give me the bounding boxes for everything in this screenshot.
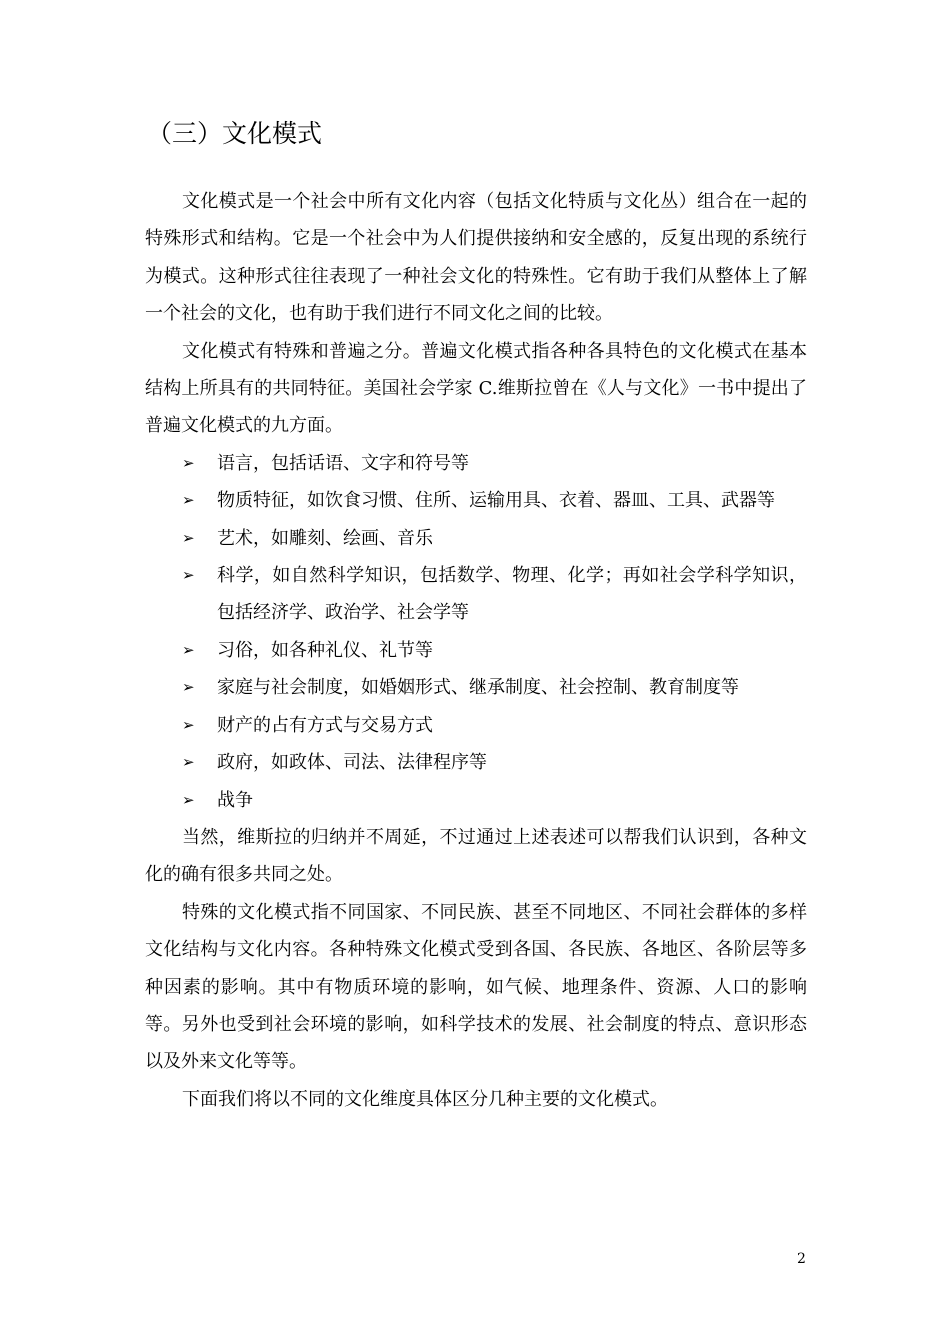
- list-item-text: 财产的占有方式与交易方式: [217, 714, 433, 736]
- list-item-text: 语言，包括话语、文字和符号等: [217, 452, 469, 474]
- paragraph-transition: 下面我们将以不同的文化维度具体区分几种主要的文化模式。: [182, 1088, 668, 1110]
- list-item: [145, 482, 807, 519]
- list-item: [145, 632, 807, 669]
- list-item: [145, 669, 807, 706]
- list-item-text: 战争: [217, 789, 253, 811]
- list-item: [145, 445, 807, 482]
- arrowhead-bullet-icon: ➢: [182, 491, 195, 510]
- list-item: [145, 520, 807, 557]
- paragraph-definition: 文化模式是一个社会中所有文化内容（包括文化特质与文化丛）组合在一起的特殊形式和结构。它是一个社会中为人们提供接纳和安全感的，反复出现的系统行为模式。这种形式往往表现了一种社会文化的特殊性。它有助于我们从整体上了解一个社会的文化，也有助于我们进行不同文化之间的比较。: [145, 191, 807, 325]
- list-item: [145, 557, 807, 632]
- arrowhead-bullet-icon: ➢: [182, 678, 195, 697]
- arrowhead-bullet-icon: ➢: [182, 753, 195, 772]
- arrowhead-bullet-icon: ➢: [182, 453, 195, 472]
- arrowhead-bullet-icon: ➢: [182, 715, 195, 734]
- list-item-text: 习俗，如各种礼仪、礼节等: [217, 639, 433, 661]
- list-item-text: 物质特征，如饮食习惯、住所、运输用具、衣着、器皿、工具、武器等: [217, 490, 775, 512]
- list-item: [145, 707, 807, 744]
- list-item: [145, 782, 807, 819]
- body-text: [145, 183, 807, 1118]
- section-heading: （三）文化模式: [147, 119, 323, 148]
- list-item-text: 艺术，如雕刻、绘画、音乐: [217, 527, 433, 549]
- arrowhead-bullet-icon: ➢: [182, 528, 195, 547]
- arrowhead-bullet-icon: ➢: [182, 566, 195, 585]
- bullet-list: [145, 445, 807, 819]
- list-item: [145, 744, 807, 781]
- paragraph-special-patterns: 特殊的文化模式指不同国家、不同民族、甚至不同地区、不同社会群体的多样文化结构与文化内容。各种特殊文化模式受到各国、各民族、各地区、各阶层等多种因素的影响。其中有物质环境的影响，如气候、地理条件、资源、人口的影响等。另外也受到社会环境的影响，如科学技术的发展、社会制度的特点、意识形态以及外来文化等等。: [145, 901, 807, 1073]
- paragraph-commonality: 当然，维斯拉的归纳并不周延，不过通过上述表述可以帮我们认识到，各种文化的确有很多共同之处。: [145, 826, 807, 886]
- paragraph-universal-patterns: 文化模式有特殊和普遍之分。普遍文化模式指各种各具特色的文化模式在基本结构上所具有的共同特征。美国社会学家 C.维斯拉曾在《人与文化》一书中提出了普遍文化模式的九方面。: [145, 340, 807, 437]
- arrowhead-bullet-icon: ➢: [182, 790, 195, 809]
- page-number: 2: [797, 1251, 806, 1267]
- list-item-text: 家庭与社会制度，如婚姻形式、继承制度、社会控制、教育制度等: [217, 677, 739, 699]
- list-item-text: 科学，如自然科学知识，包括数学、物理、化学；再如社会学科学知识，包括经济学、政治学、社会学等: [217, 565, 807, 624]
- arrowhead-bullet-icon: ➢: [182, 640, 195, 659]
- list-item-text: 政府，如政体、司法、法律程序等: [217, 752, 487, 774]
